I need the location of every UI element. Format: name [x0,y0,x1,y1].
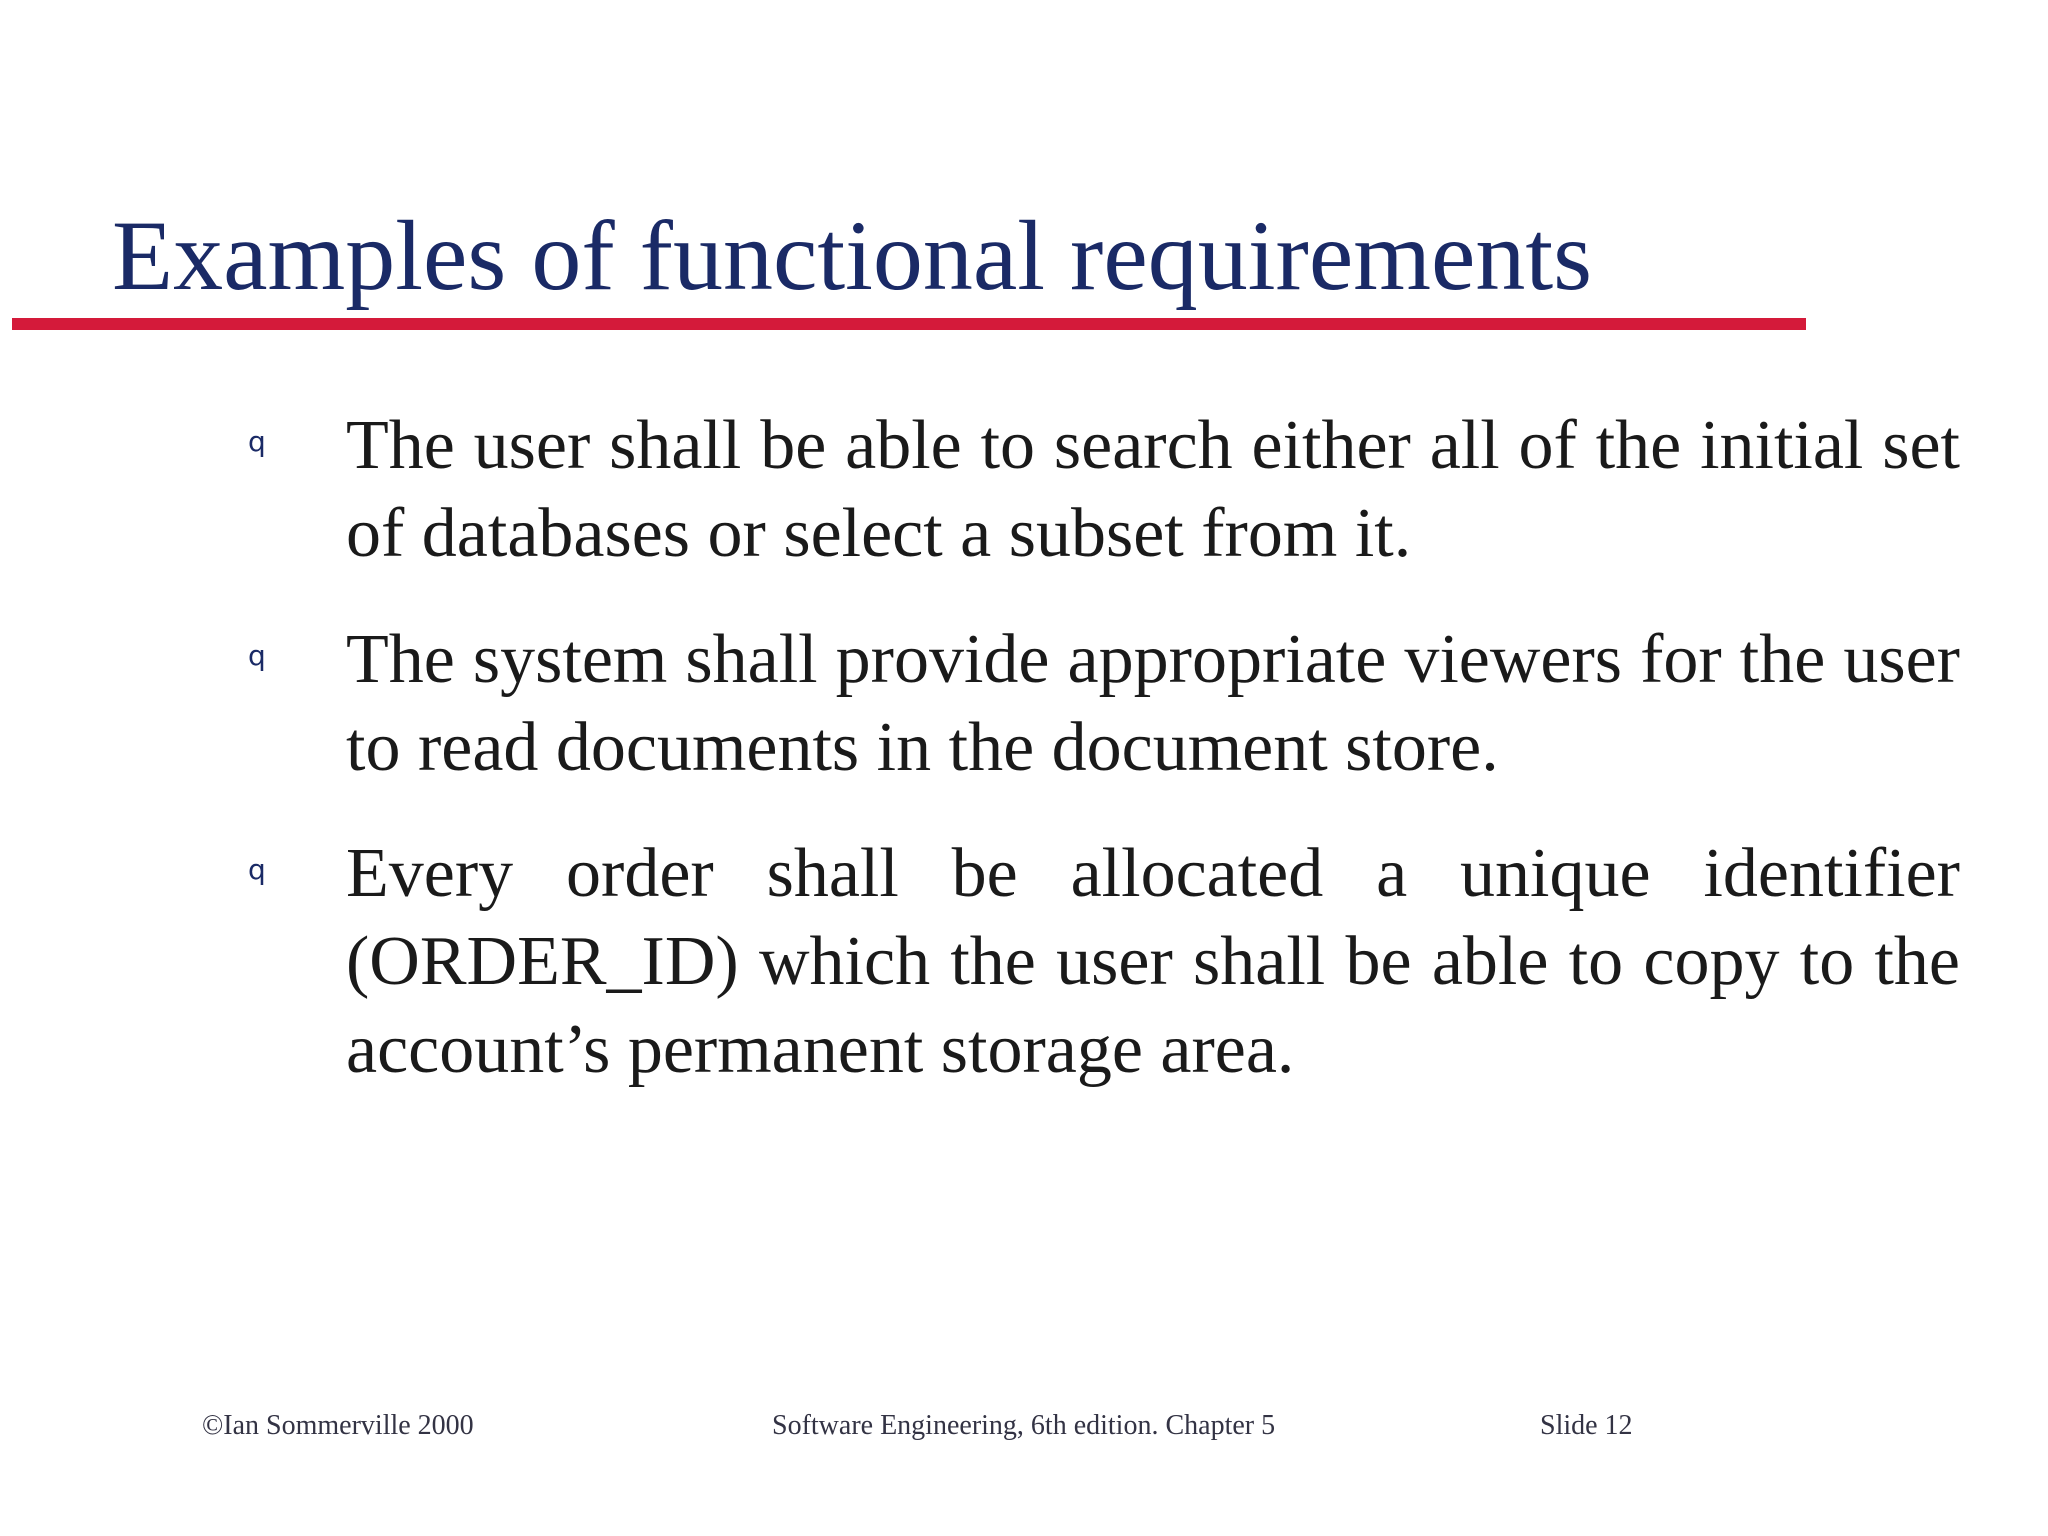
footer-copyright: ©Ian Sommerville 2000 [202,1410,474,1441]
title-underline-rule [12,318,1806,330]
bullet-item [240,402,1960,578]
footer-slide-number: Slide 12 [1540,1410,1633,1441]
slide-title: Examples of functional requirements [112,200,1593,311]
bullet-list [240,402,1960,1132]
bullet-item [240,830,1960,1094]
bullet-marker-icon: q [248,853,266,886]
footer-book-title: Software Engineering, 6th edition. Chapter 5 [772,1410,1276,1441]
bullet-text: Every order shall be allocated a unique identifier (ORDER_ID) which the user shall be able to copy to the account’s permanent storage area. [346,835,1960,1088]
bullet-marker-icon: q [248,425,266,458]
bullet-text: The user shall be able to search either all of the initial set of databases or select a subset from it. [346,407,1960,572]
bullet-text: The system shall provide appropriate viewers for the user to read documents in the document store. [346,621,1960,786]
bullet-item [240,616,1960,792]
bullet-marker-icon: q [248,639,266,672]
